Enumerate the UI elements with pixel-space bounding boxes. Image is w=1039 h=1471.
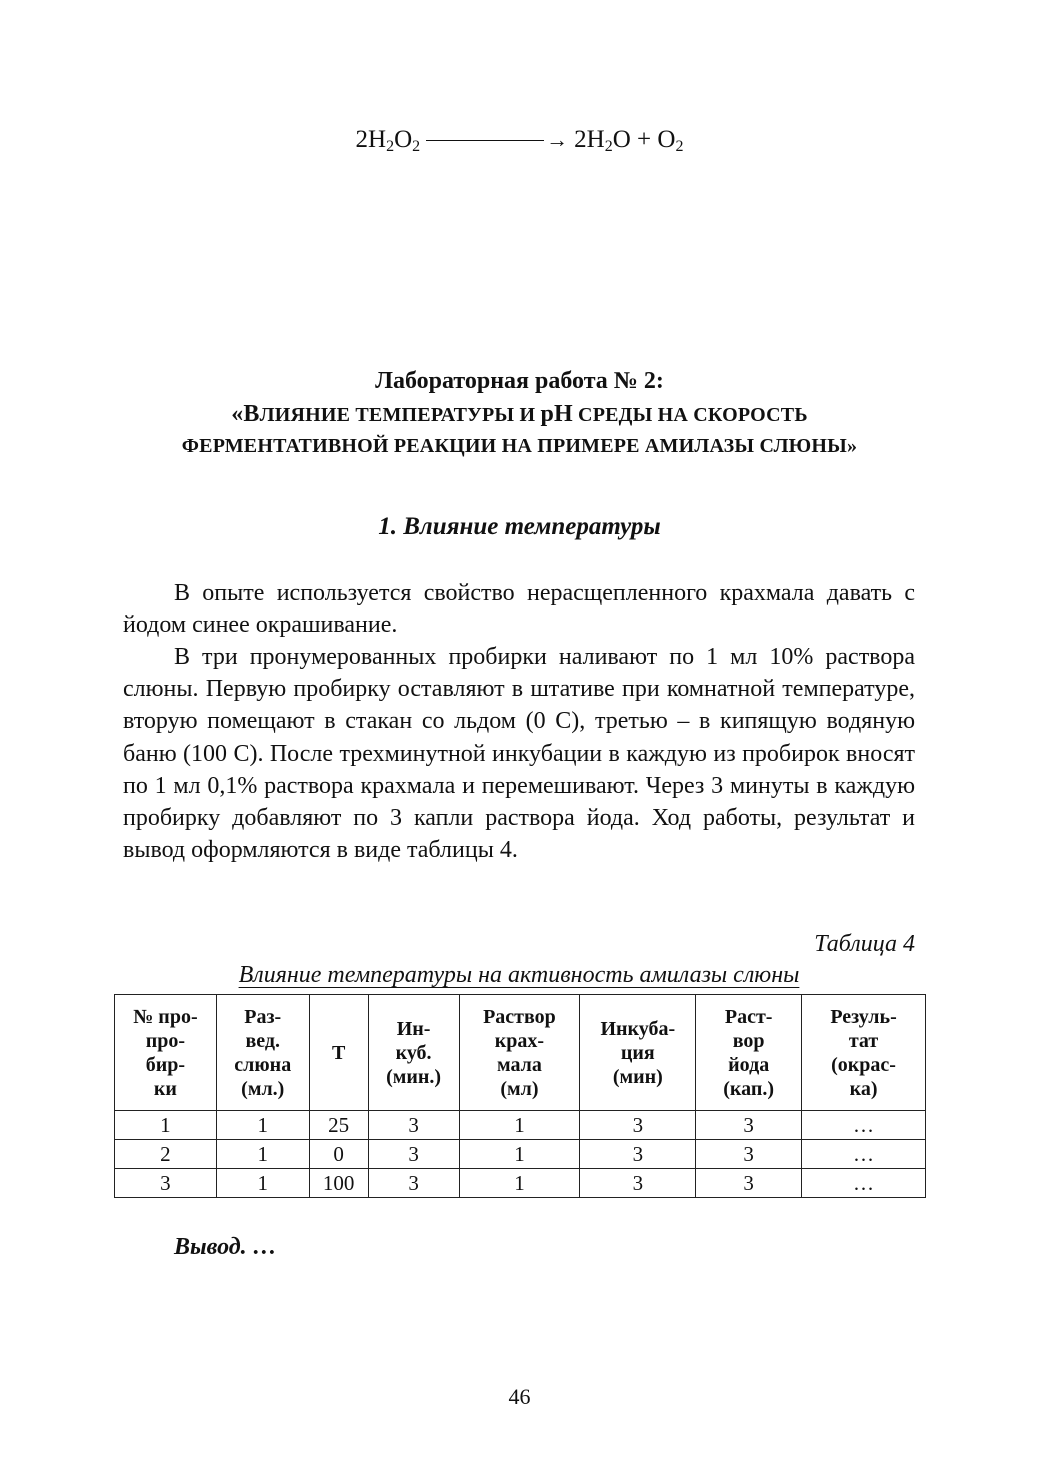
reaction-arrow-icon — [426, 140, 544, 141]
header-line: Ин- — [396, 1017, 431, 1040]
quote-mark: « — [231, 401, 244, 427]
table-cell: 0 — [309, 1140, 368, 1169]
header-line: вед. — [245, 1029, 281, 1052]
lab-subtitle-line-2: ФЕРМЕНТАТИВНОЙ РЕАКЦИИ НА ПРИМЕРЕ АМИЛАЗЫ СЛЮНЫ» — [181, 435, 858, 457]
table-cell: 3 — [368, 1169, 459, 1198]
header-line: (мин.) — [386, 1065, 442, 1088]
paragraph-text: В три пронумерованных пробирки наливают по 1 мл 10% раствора слюны. Первую пробирку оставляют в штативе при комнатной температуре, вторую помещают в стакан со льдом (0 С), третью – в кипящую водяную баню (100 С). После трехминутной инкубации в каждую из пробирок вносят по 1 мл 0,1% раствора крахмала и перемешивают. Через 3 минуты в каждую пробирку добавляют по 3 капли раствора йода. Ход работы, результат и вывод оформляются в виде таблицы 4. — [123, 644, 915, 864]
table-row — [115, 1169, 926, 1198]
paragraph-1 — [123, 577, 915, 641]
lab-subtitle-line-1 — [0, 401, 1039, 428]
header-line: Инкуба- — [600, 1017, 676, 1040]
page-number: 46 — [508, 1384, 531, 1409]
table-cell: 25 — [309, 1111, 368, 1140]
paragraph-text: В опыте используется свойство нерасщепленного крахмала давать с йодом синее окрашивание. — [123, 580, 915, 639]
table-cell: … — [802, 1169, 926, 1198]
header-line: № про- — [133, 1005, 198, 1028]
table-cell: … — [802, 1140, 926, 1169]
header-line: Т — [331, 1041, 346, 1064]
table-cell: 2 — [115, 1140, 217, 1169]
table-cell: 3 — [115, 1169, 217, 1198]
subtitle-text-end: СРЕДЫ НА СКОРОСТЬ — [572, 404, 808, 426]
table-cell: 3 — [696, 1140, 802, 1169]
results-table — [114, 994, 926, 1198]
formula-sub: 2 — [412, 138, 421, 155]
table-caption — [123, 962, 915, 989]
header-temperature — [309, 995, 368, 1111]
table-header-row — [115, 995, 926, 1111]
table-cell: 3 — [368, 1140, 459, 1169]
header-line: Раз- — [244, 1005, 282, 1028]
table-row — [115, 1140, 926, 1169]
header-line: Раст- — [724, 1005, 773, 1028]
header-line: ки — [153, 1077, 177, 1100]
header-line: крах- — [494, 1029, 545, 1052]
table-cell: 3 — [580, 1140, 696, 1169]
table-cell: 1 — [115, 1111, 217, 1140]
header-result — [802, 995, 926, 1111]
header-line: йода — [728, 1053, 770, 1076]
header-incubation-2 — [580, 995, 696, 1111]
table-cell: 3 — [580, 1169, 696, 1198]
table-row — [115, 1111, 926, 1140]
header-line: (окрас- — [831, 1053, 896, 1076]
header-tube-number — [115, 995, 217, 1111]
header-starch-solution — [459, 995, 580, 1111]
header-line: ция — [620, 1041, 655, 1064]
header-line: про- — [145, 1029, 186, 1052]
table-cell: 1 — [459, 1111, 580, 1140]
table-cell: 3 — [696, 1169, 802, 1198]
paragraph-2 — [123, 641, 915, 866]
formula-sub: 2 — [675, 138, 684, 155]
formula-lhs-o: O — [394, 126, 413, 153]
header-line: Резуль- — [830, 1005, 897, 1028]
header-line: тат — [848, 1029, 879, 1052]
formula-sub: 2 — [604, 138, 613, 155]
table-cell: 3 — [368, 1111, 459, 1140]
table-cell: 1 — [459, 1140, 580, 1169]
header-iodine-solution — [696, 995, 802, 1111]
table-cell: … — [802, 1111, 926, 1140]
header-line: бир- — [145, 1053, 186, 1076]
header-incubation-1 — [368, 995, 459, 1111]
table-cell: 3 — [580, 1111, 696, 1140]
header-line: (мл) — [500, 1077, 539, 1100]
conclusion: Вывод. … — [174, 1234, 277, 1260]
initial-cap: В — [243, 401, 260, 427]
table-cell: 1 — [459, 1169, 580, 1198]
table-cell: 1 — [216, 1140, 309, 1169]
table-cell: 1 — [216, 1111, 309, 1140]
header-line: мала — [497, 1053, 542, 1076]
header-line: вор — [732, 1029, 765, 1052]
table-cell: 100 — [309, 1169, 368, 1198]
table-caption-text: Влияние температуры на активность амилазы слюны — [238, 962, 800, 988]
arrowhead-icon: → — [546, 127, 569, 152]
formula-sub: 2 — [386, 138, 395, 155]
header-line: слюна — [234, 1053, 292, 1076]
reaction-formula — [0, 126, 1039, 154]
section-title: 1. Влияние температуры — [378, 513, 661, 540]
formula-rhs-o: O + O — [612, 126, 676, 153]
header-saliva-dilution — [216, 995, 309, 1111]
header-line: ка) — [849, 1077, 878, 1100]
formula-lhs-h: 2H — [355, 126, 387, 153]
table-number: Таблица 4 — [814, 931, 915, 957]
header-line: (мл.) — [241, 1077, 285, 1100]
header-line: (кап.) — [723, 1077, 775, 1100]
table-cell: 3 — [696, 1111, 802, 1140]
header-line: Раствор — [483, 1005, 556, 1028]
formula-rhs-h: 2H — [574, 126, 605, 153]
ph-text: pH — [540, 401, 573, 427]
lab-title: Лабораторная работа № 2: — [375, 368, 664, 394]
subtitle-text: ЛИЯНИЕ ТЕМПЕРАТУРЫ И — [259, 404, 541, 426]
header-line: (мин) — [612, 1065, 663, 1088]
table-cell: 1 — [216, 1169, 309, 1198]
header-line: куб. — [395, 1041, 432, 1064]
